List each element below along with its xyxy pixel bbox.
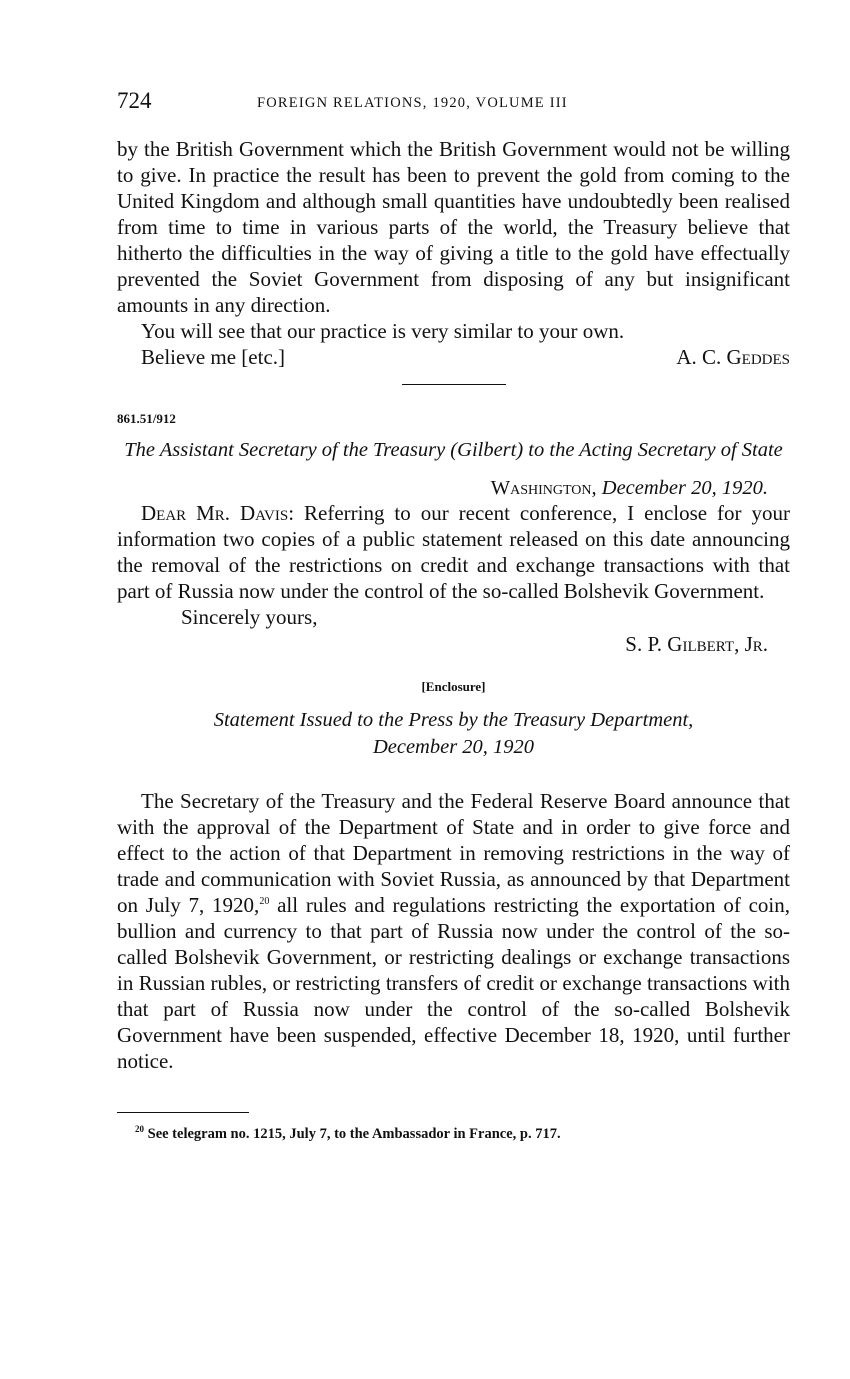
signature: S. P. Gilbert, Jr. [625,632,768,656]
statement-title-line2: December 20, 1920 [372,736,535,758]
statement-title [117,707,790,761]
letter-body [117,500,790,604]
statement-body-part2: all rules and regulations restricting the exportation of coin, bullion and currency to that part of Russia now under the control of the so-called Bolshevik Government, or restricting dealings or exchange transactions in Russian rubles, or restricting transfers of credit or exchange transactions with that part of Russia now under the control of the so-called Bolshevik Government have been suspended, effective December 18, 1920, until further notice. [117,893,790,1073]
footnote-text: See telegram no. 1215, July 7, to the Ambassador in France, p. 717. [147,1126,561,1142]
statement-body [117,788,790,1074]
page-number: 724 [117,88,152,113]
footnote [117,1126,790,1143]
document-page [117,88,790,1143]
dateline [117,477,790,500]
document-title: The Assistant Secretary of the Treasury (Gilbert) to the Acting Secretary of State [124,439,783,461]
letter-line: You will see that our practice is very similar to your own. [141,319,625,343]
dateline-date: December 20, 1920. [601,477,768,499]
letter-closing-row [117,344,790,370]
continued-paragraph: by the British Government which the British Government would not be willing to give. In practice the result has been to prevent the gold from coming to the United Kingdom and although small quantities have undoubtedly been realised from time to time in various parts of the world, the Treasury believe that hitherto the difficulties in the way of giving a title to the gold have effectually prevented the Soviet Government from disposing of any but insignificant amounts in any direction. [117,137,790,317]
file-number: 861.51/912 [117,411,176,426]
statement-title-line1: Statement Issued to the Press by the Treasury Department, [213,709,694,731]
statement-body-part1: The Secretary of the Treasury and the Federal Reserve Board announce that with the approval of the Department of State and in order to give force and effect to the action of that Department in removing restrictions in the way of trade and communication with Soviet Russia, as announced by that Department on July 7, 1920, [117,789,790,917]
dateline-place: Washington, [490,477,597,499]
salutation: Dear Mr. Davis: [141,501,295,525]
page-header [117,88,790,118]
footnote-rule [117,1112,249,1113]
footnote-reference: 20 [259,896,270,907]
letter-signature: A. C. Geddes [676,345,790,369]
complimentary-close: Sincerely yours, [181,605,318,629]
enclosure-label: [Enclosure] [421,679,486,694]
running-head: FOREIGN RELATIONS, 1920, VOLUME III [257,95,568,111]
footnote-marker: 20 [135,1124,144,1135]
letter-body-text: Referring to our recent conference, I enclose for your information two copies of a public statement released on this date announcing the removal of the restrictions on credit and exchange transactions with that part of Russia now under the control of the so-called Bolshevik Government. [117,501,790,603]
section-divider [402,384,506,385]
letter-closing: Believe me [etc.] [141,345,286,369]
